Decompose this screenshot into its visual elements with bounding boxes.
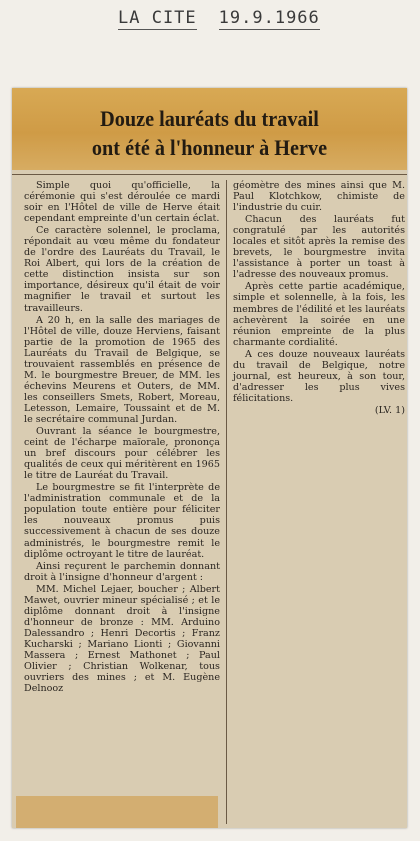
newspaper-name: LA CITE bbox=[118, 8, 197, 28]
newspaper-clipping bbox=[12, 88, 407, 828]
headline-line-1: Douze lauréats du travail bbox=[100, 106, 319, 131]
article-paragraph: Ainsi reçurent le parchemin donnant droit à l'insigne d'honneur d'argent : bbox=[24, 560, 220, 583]
clipping-date: 19.9.1966 bbox=[218, 8, 320, 28]
article-paragraph: Chacun des lauréats fut congratulé par les autorités locales et sitôt après la remise des brevets, le bourgmestre invita l'assistance à porter un toast à l'adresse des nouveaux promus. bbox=[233, 214, 405, 281]
clipping-stamp bbox=[118, 8, 318, 34]
highlighted-names bbox=[16, 796, 218, 828]
article-column-left bbox=[24, 180, 220, 695]
article-paragraph: A ces douze nouveaux lauréats du travail de Belgique, notre journal, est heureux, à son tour, d'adresser les plus vives félicitations. bbox=[233, 348, 405, 404]
article-paragraph: Ouvrant la séance le bourgmestre, ceint de l'écharpe maïorale, prononça un bref discours pour célébrer les qualités de ceux qui méritèrent en 1965 le titre de Lauréat du Travail. bbox=[24, 426, 220, 482]
article-column-right bbox=[233, 180, 405, 417]
article-paragraph: géomètre des mines ainsi que M. Paul Klotchkow, chimiste de l'industrie du cuir. bbox=[233, 180, 405, 214]
article-paragraph: Simple quoi qu'officielle, la cérémonie qui s'est déroulée ce mardi soir en l'Hôtel de ville de Herve était cependant empreinte d'un certain éclat. bbox=[24, 180, 220, 225]
article-paragraph: Après cette partie académique, simple et solennelle, à la fois, les membres de l'édilité et les lauréats achevèrent la soirée en une réunion empreinte de la plus charmante cordialité. bbox=[233, 281, 405, 348]
headline-line-2: ont été à l'honneur à Herve bbox=[91, 135, 328, 160]
article-paragraph: Ce caractère solennel, le proclama, répondait au vœu même du fondateur de l'ordre des Lauréats du Travail, le Roi Albert, qui lors de la création de cette distinction insista sur son importance, désireux qu'il était de voir magnifier le travail et surtout les travailleurs. bbox=[24, 225, 220, 314]
headline-rule bbox=[12, 174, 407, 175]
column-divider bbox=[226, 180, 227, 824]
article-signature: (LV. 1) bbox=[374, 404, 405, 416]
article-paragraph: A 20 h, en la salle des mariages de l'Hôtel de ville, douze Herviens, faisant partie de la promotion de 1965 des Lauréats du Travail de Belgique, se trouvaient rassemblés en présence de M. le bourgmestre Breuer, de MM. les échevins Meurens et Outers, de MM. les conseillers Smets, Robert, Moreau, Letesson, Lemaire, Toussaint et de M. le secrétaire communal Jurdan. bbox=[24, 314, 220, 425]
article-paragraph: MM. Michel Lejaer, boucher ; Albert Mawet, ouvrier mineur spécialisé ; et le diplôme donnant droit à l'insigne d'honneur de bronze : MM. Arduino Dalessandro ; Henri Decortis ; Franz Kucharski ; Mariano Lionti ; Giovanni Massera ; Ernest Mathonet ; Paul Olivier ; Christian Wolkenar, tous ouvriers des mines ; et M. Eugène Delnooz bbox=[24, 583, 220, 695]
article-paragraph: Le bourgmestre se fit l'interprète de l'administration communale et de la population toute entière pour féliciter les nouveaux promus puis successivement à chacun de ses douze administrés, le bourgmestre remit le diplôme octroyant le titre de lauréat. bbox=[24, 482, 220, 560]
